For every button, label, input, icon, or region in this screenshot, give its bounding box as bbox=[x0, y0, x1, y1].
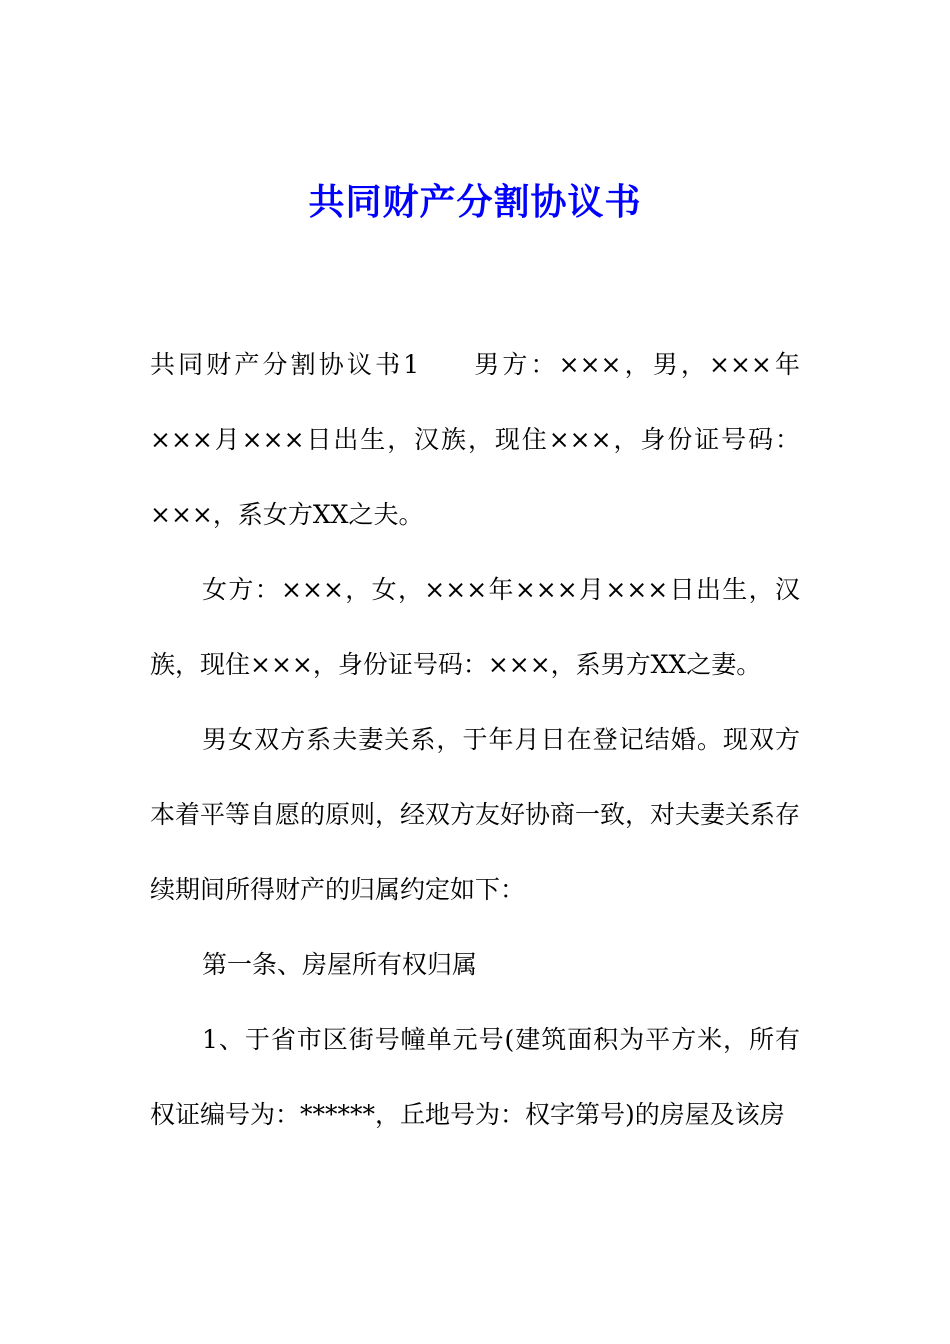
paragraph-2: 女方：×××，女，×××年×××月×××日出生，汉族，现住×××，身份证号码：×××，系男方XX之妻。 bbox=[150, 575, 800, 679]
paragraph-3: 男女双方系夫妻关系，于年月日在登记结婚。现双方本着平等自愿的原则，经双方友好协商一致，对夫妻关系存续期间所得财产的归属约定如下： bbox=[150, 725, 801, 904]
paragraph-1 bbox=[150, 327, 800, 552]
paragraph-5: 1、于省市区街号幢单元号(建筑面积为平方米，所有权证编号为：******，丘地号为：权字第号)的房屋及该房 bbox=[150, 1025, 800, 1129]
document-body bbox=[150, 327, 800, 1152]
document-title: 共同财产分割协议书 bbox=[308, 181, 642, 223]
paragraph-1-lead: 共同财产分割协议书1 bbox=[150, 350, 420, 379]
paragraph-4: 第一条、房屋所有权归属 bbox=[202, 950, 478, 979]
paragraph-1-text: 男方：×××，男，×××年×××月×××日出生，汉族，现住×××，身份证号码：×××，系女方XX之夫。 bbox=[150, 350, 800, 529]
